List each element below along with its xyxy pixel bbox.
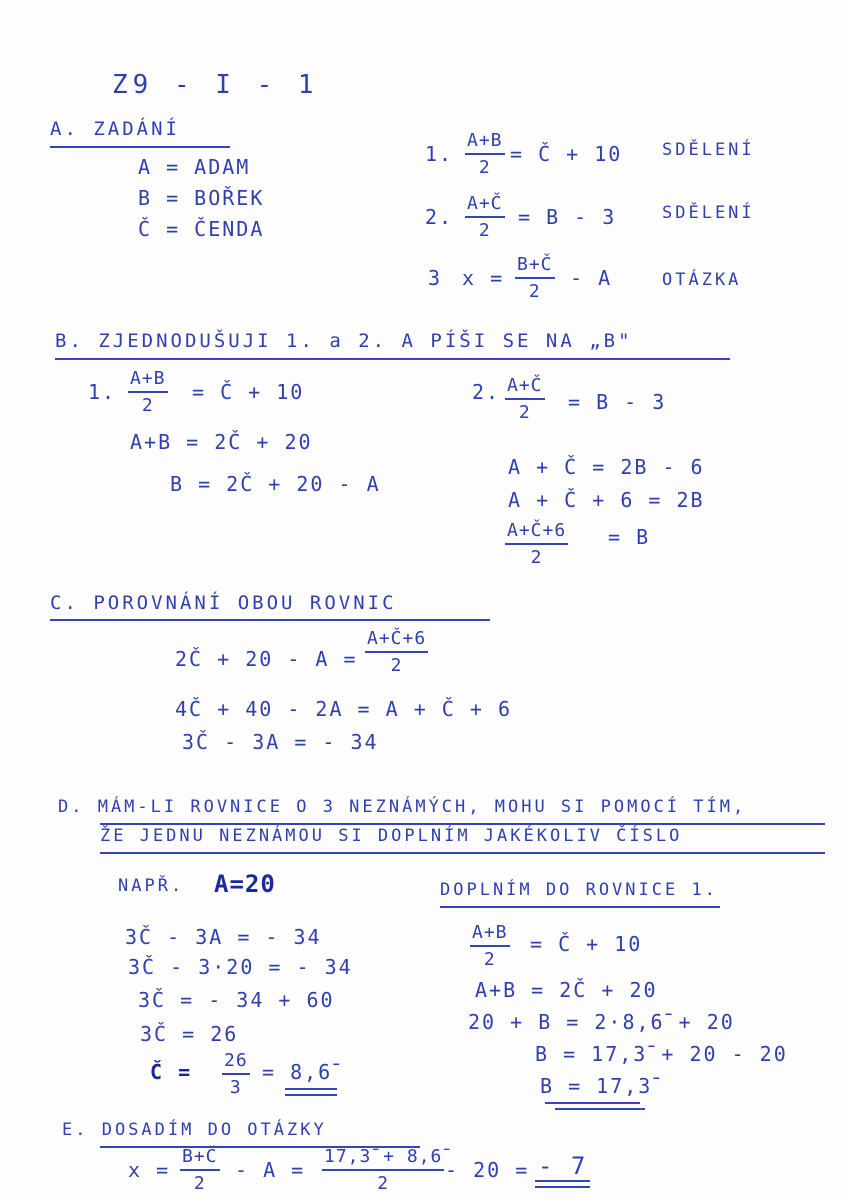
fraction-bar [465, 153, 505, 155]
e-x-lhs: x = [128, 1158, 171, 1182]
fraction-bar [365, 651, 428, 653]
a-eq3-denominator: 2 [528, 280, 541, 302]
section-d-underline2 [100, 852, 825, 854]
d-left-line1: 3Č - 3A = - 34 [125, 925, 322, 949]
section-c-underline [50, 619, 490, 621]
b-right-rhs: = B - 3 [568, 390, 667, 414]
c-line1-numerator: A+Č+6 [367, 628, 427, 649]
e-numerator2: 17,3̄ + 8,6̄ [324, 1146, 443, 1167]
e-denominator2: 2 [377, 1172, 390, 1194]
d-right-fraction [470, 922, 510, 970]
a-eq2-denominator: 2 [478, 219, 491, 241]
d-right-underline [440, 906, 720, 908]
section-c-heading: C. POROVNÁNÍ OBOU ROVNIC [50, 592, 397, 614]
fraction-bar [505, 543, 568, 545]
d-c-result: = 8,6̄ [262, 1060, 333, 1084]
section-e-heading: E. DOSADÍM DO OTÁZKY [62, 1120, 327, 1140]
b-left-number: 1. [88, 380, 117, 404]
e-denominator1: 2 [193, 1172, 206, 1194]
a-eq2-numerator: A+Č [467, 193, 503, 214]
b-right-denominator2: 2 [530, 546, 543, 568]
a-eq3-lhs: x = [462, 266, 505, 290]
section-d-heading-line2: ŽE JEDNU NEZNÁMOU SI DOPLNÍM JAKÉKOLIV ČÍSLO [100, 826, 683, 846]
section-a-underline [50, 146, 230, 148]
e-result-underline2 [535, 1186, 590, 1188]
a-eq1-label: SDĚLENÍ [662, 140, 755, 160]
section-b-underline [55, 358, 730, 360]
a-eq1-rhs: = Č + 10 [510, 142, 623, 166]
e-result-underline [535, 1180, 590, 1182]
d-right-line3: B = 17,3̄ + 20 - 20 [535, 1042, 788, 1066]
b-right-number: 2. [472, 380, 501, 404]
e-fraction1 [180, 1146, 220, 1194]
var-c: Č = ČENDA [138, 217, 265, 241]
a-eq3-rhs: - A [570, 266, 613, 290]
c-line1-denominator: 2 [390, 654, 403, 676]
d-right-line1: A+B = 2Č + 20 [475, 978, 658, 1002]
a-eq1-number: 1. [425, 142, 454, 166]
b-right-numerator2: A+Č+6 [507, 520, 567, 541]
fraction-bar [180, 1169, 220, 1171]
a-eq3-numerator: B+Č [517, 254, 553, 275]
a-eq1-denominator: 2 [478, 156, 491, 178]
d-right-underline-b [555, 1108, 645, 1110]
c-line2: 4Č + 40 - 2A = A + Č + 6 [175, 697, 512, 721]
b-left-rhs: = Č + 10 [192, 380, 305, 404]
c-line3: 3Č - 3A = - 34 [182, 730, 379, 754]
b-right-fraction [505, 375, 545, 423]
fraction-bar [128, 391, 168, 393]
section-b-heading: B. ZJEDNODUŠUJI 1. a 2. A PÍŠI SE NA „B" [55, 330, 633, 352]
fraction-bar [465, 216, 505, 218]
b-left-numerator: A+B [130, 368, 166, 389]
section-d-heading-line1: D. MÁM-LI ROVNICE O 3 NEZNÁMÝCH, MOHU SI POMOCÍ TÍM, [58, 797, 747, 817]
a-eq3-label: OTÁZKA [662, 270, 742, 290]
d-left-line3: 3Č = - 34 + 60 [138, 988, 335, 1012]
a-eq3-number: 3 [428, 266, 443, 290]
d-left-line2: 3Č - 3·20 = - 34 [128, 955, 353, 979]
fraction-bar [505, 398, 545, 400]
b-right-rhs2: = B [608, 525, 651, 549]
d-right-numerator: A+B [472, 922, 508, 943]
b-left-denominator: 2 [141, 394, 154, 416]
b-right-denominator: 2 [518, 401, 531, 423]
page-title: Z9 - I - 1 [112, 70, 319, 100]
fraction-bar [222, 1073, 250, 1075]
section-a-heading: A. ZADÁNÍ [50, 118, 180, 140]
a-eq1-fraction [465, 130, 505, 178]
b-right-line3: A + Č + 6 = 2B [508, 488, 705, 512]
b-left-fraction [128, 368, 168, 416]
b-left-line3: B = 2Č + 20 - A [170, 472, 381, 496]
d-c-fraction [222, 1050, 250, 1098]
b-right-fraction2 [505, 520, 568, 568]
d-c-result-underline2 [285, 1094, 337, 1096]
d-c-result-underline [285, 1088, 337, 1090]
a-eq1-numerator: A+B [467, 130, 503, 151]
e-numerator1: B+Č [182, 1146, 218, 1167]
e-end: - 20 = [445, 1158, 530, 1182]
var-a: A = ADAM [138, 155, 251, 179]
b-right-line2: A + Č = 2B - 6 [508, 455, 705, 479]
a-eq2-fraction [465, 193, 505, 241]
e-result: - 7 [538, 1152, 588, 1180]
d-napr-label: NAPŘ. [118, 876, 185, 896]
a-eq2-label: SDĚLENÍ [662, 203, 755, 223]
c-line1-lhs: 2Č + 20 - A = [175, 647, 358, 671]
d-napr-value: A=20 [214, 870, 276, 898]
section-d-underline1 [100, 823, 825, 825]
d-c-lhs: Č = [150, 1060, 193, 1084]
a-eq2-rhs: = B - 3 [518, 205, 617, 229]
e-fraction2 [322, 1146, 444, 1194]
d-right-underline-a [545, 1102, 640, 1104]
a-eq3-fraction [515, 254, 555, 302]
fraction-bar [515, 277, 555, 279]
fraction-bar [322, 1169, 444, 1171]
d-right-line2: 20 + B = 2·8,6̄ + 20 [468, 1010, 735, 1034]
d-right-line4: B = 17,3̄ [540, 1074, 653, 1098]
b-right-numerator: A+Č [507, 375, 543, 396]
d-left-line4: 3Č = 26 [140, 1022, 239, 1046]
a-eq2-number: 2. [425, 205, 454, 229]
fraction-bar [470, 945, 510, 947]
c-line1-fraction [365, 628, 428, 676]
d-c-denominator: 3 [229, 1076, 242, 1098]
d-right-denominator: 2 [483, 948, 496, 970]
d-right-rhs: = Č + 10 [530, 932, 643, 956]
var-b: B = BOŘEK [138, 186, 265, 210]
d-c-numerator: 26 [224, 1050, 248, 1071]
e-mid: - A = [235, 1158, 306, 1182]
b-left-line2: A+B = 2Č + 20 [130, 430, 313, 454]
d-right-heading: DOPLNÍM DO ROVNICE 1. [440, 880, 718, 900]
